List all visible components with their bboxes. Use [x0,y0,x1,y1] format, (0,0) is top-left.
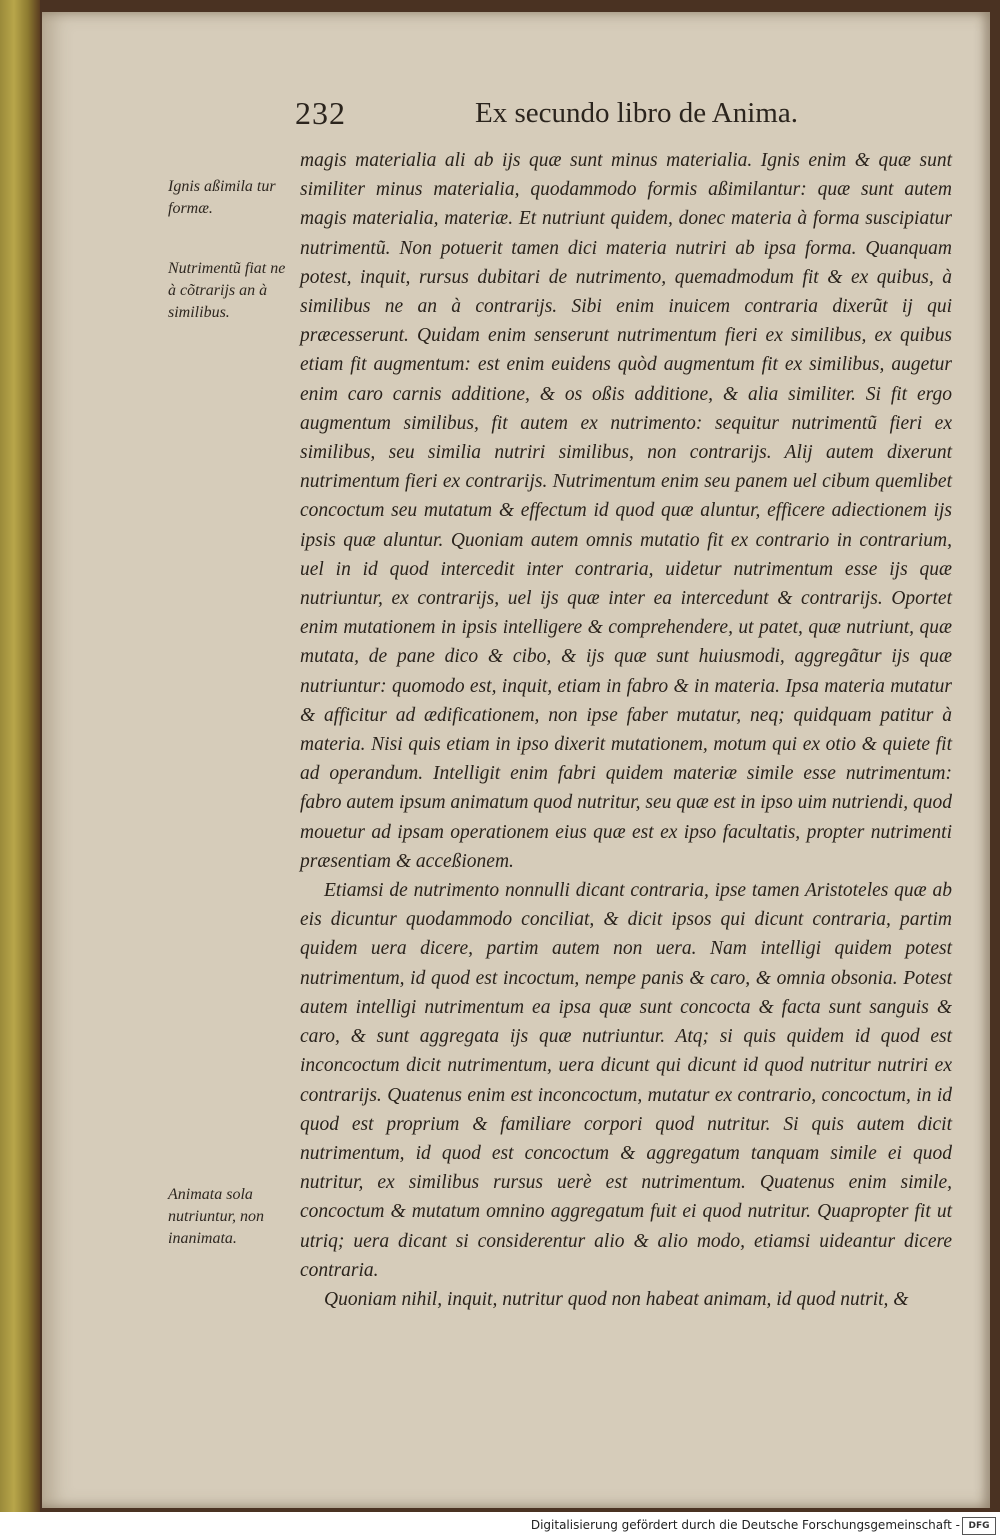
margin-note: Ignis aßimila tur formæ. [168,178,276,217]
paragraph: Quoniam nihil, inquit, nutritur quod non habeat animam, id quod nutrit, & [324,1288,909,1310]
digitization-credit: Digitalisierung gefördert durch die Deutsche Forschungsgemeinschaft - [530,1518,960,1532]
footer-bar [0,1512,1000,1538]
body-text [300,146,952,1314]
paragraph: magis materialia ali ab ijs quæ sunt minus materialia. Ignis enim & quæ sunt similiter minus materialia, quodammodo formis aßimilantur: quæ sunt autem magis materialia, materiæ. Et nutriunt quidem, donec materia à forma suscipiatur nutrimentũ. Non potuerit tamen dici materia nutriri ab ipsa forma. Quanquam potest, inquit, rursus dubitari de nutrimento, quemadmodum fit & ex quibus, à similibus ne an à contrarijs. Sibi enim inuicem contraria dixerũt ij qui præcesserunt. Quidam enim senserunt nutrimentum fieri ex similibus, ex quibus etiam fit augmentum: est enim euidens quòd augmentum fit ex similibus, augetur enim caro carnis additione, & os oßis additione, & alia similiter. Si fit ergo augmentum similibus, fit autem ex nutrimento: sequitur nutrimentũ fieri ex similibus, seu similia nutriri similibus, non contrarijs. Alij autem dixerunt nutrimentum fieri ex contrarijs. Nutrimentum enim seu panem uel cibum quemlibet concoctum seu mutatum & effectum id quod quæ aluntur, efficere adiectionem ijs ipsis quæ aluntur. Quoniam autem omnis mutatio fit ex contrario in contrarium, uel in id quod intercedit inter contraria, uidetur nutrimentum esse ijs quæ nutriuntur, ex contrarijs, uel ijs quæ inter ea intercedunt & contrarijs. Oportet enim mutationem in ipsis intelligere & comprehendere, ut patet, quæ nutriunt, quæ mutata, de pane dico & cibo, & ijs quæ sunt huiusmodi, aggregãtur ijs quæ nutriuntur: quomodo est, inquit, etiam in fabro & in materia. Ipsa materia mutatur & afficitur ad ædificationem, non ipse faber mutatur, neq; quidquam patitur à materia. Nisi quis etiam in ipso dixerit mutationem, motum qui ex otio & quiete fit ad operandum. Intelligit enim fabri quidem materiæ simile esse nutrimentum: fabro autem ipsum animatum quod nutritur, seu quæ est in ipso uim nutriendi, quod mouetur ad ipsam operationem eius quæ est ex ipso facultatis, propter nutrimenti præsentiam & acceßionem. [300,150,953,872]
margin-note: Nutrimentũ fiat ne à cõtrarijs an à similibus. [168,260,286,321]
running-head [295,95,955,145]
page-number: 232 [295,95,346,131]
running-title: Ex secundo libro de Anima. [475,97,798,129]
book-spine [0,0,40,1512]
margin-note: Animata sola nutriuntur, non inanimata. [168,1186,265,1247]
dfg-logo: DFG [962,1517,996,1535]
paragraph: Etiamsi de nutrimento nonnulli dicant contraria, ipse tamen Aristoteles quæ ab eis dicuntur quodammodo conciliat, & dicit ipsos qui dicunt contraria, partim quidem uera dicere, partim autem non uera. Nam intelligi quidem potest nutrimentum, id quod est incoctum, nempe panis & caro, & omnia obsonia. Potest autem intelligi nutrimentum ea ipsa quæ sunt concocta & facta sunt sanguis & caro, & sunt aggregata ijs quæ nutriuntur. Atq; si quis quidem id quod est inconcoctum dicit nutrimentum, uera dicunt qui dicunt id quod nutritur nutriri ex contrarijs. Quatenus enim est inconcoctum, mutatur ex contrario, concoctum, in id quod est proprium & familiare corpori quod nutritur. Si quis autem dicit nutrimentum, id quod est concoctum & aggregatum tanquam simile ei quod nutritur, ex similibus rursus uerè est nutrimentum. Quatenus enim simile, concoctum & mutatum omnino aggregatum fuit ei quod nutritur. Quapropter fit ut utriq; uera dicant si considerentur alio & alio modo, etiamsi uideantur dicere contraria. [300,880,952,1281]
